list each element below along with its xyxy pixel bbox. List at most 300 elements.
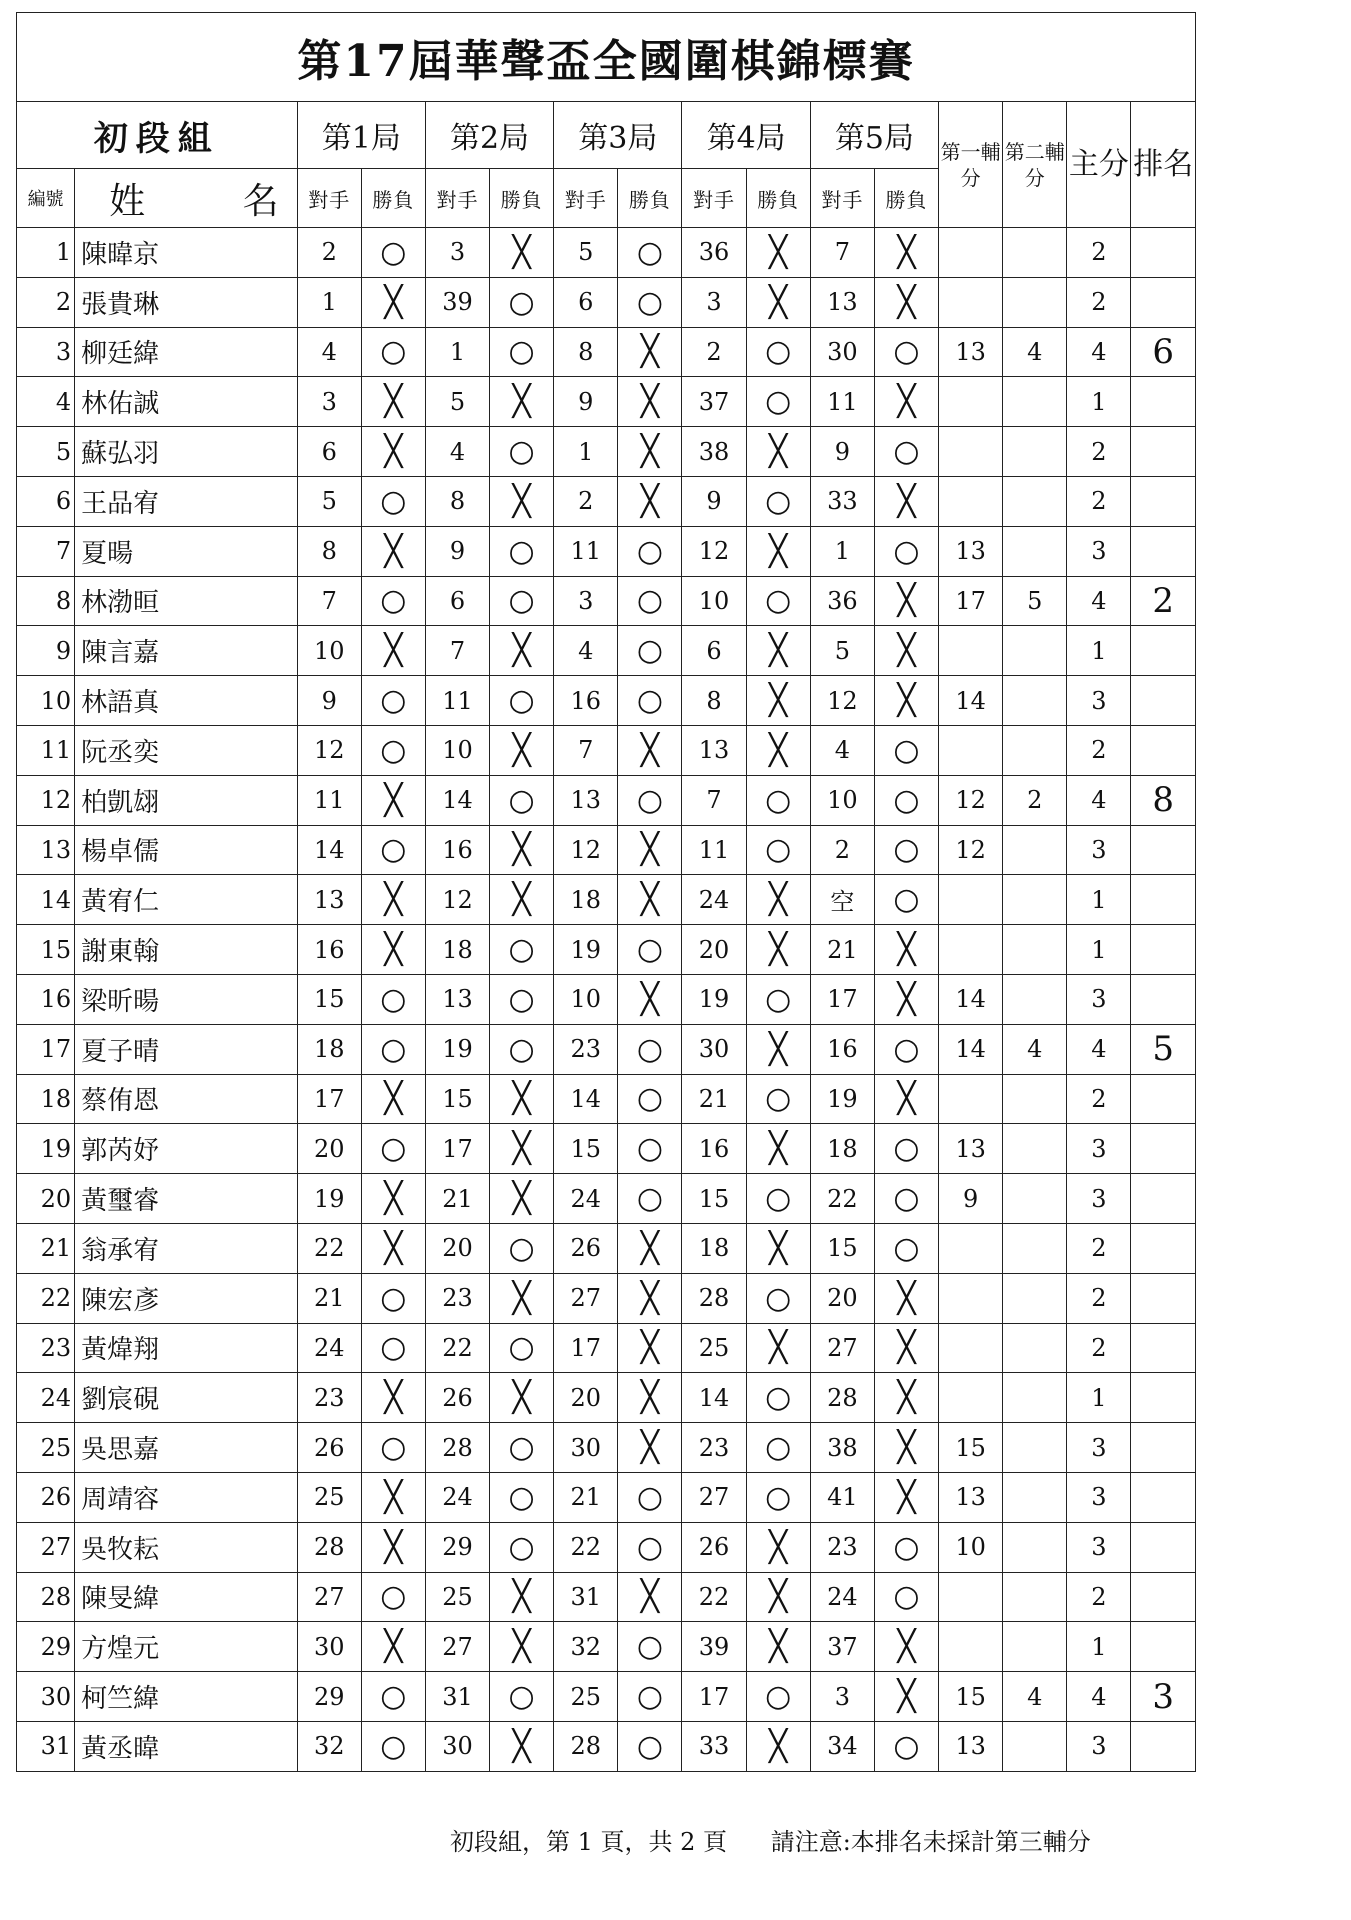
main-score-cell: 1	[1067, 377, 1131, 427]
main-score-cell: 3	[1067, 1423, 1131, 1473]
opponent-cell: 37	[682, 377, 746, 427]
result-cell: ○	[618, 1672, 682, 1722]
aux1-cell	[939, 875, 1003, 925]
opponent-cell: 37	[810, 1622, 874, 1672]
opponent-cell: 36	[810, 576, 874, 626]
main-score-cell: 2	[1067, 277, 1131, 327]
result-cell: ╳	[490, 476, 554, 526]
rank-cell: 2	[1131, 576, 1196, 626]
result-cell: ○	[361, 1273, 425, 1323]
result-cell: ○	[361, 1672, 425, 1722]
player-name: 梁昕暘	[75, 974, 298, 1024]
standings-table	[16, 12, 1196, 1772]
opponent-cell: 空	[810, 875, 874, 925]
table-row	[17, 1124, 1196, 1174]
player-number: 8	[17, 576, 75, 626]
opponent-cell: 25	[425, 1572, 489, 1622]
opponent-cell: 7	[425, 626, 489, 676]
result-cell: ╳	[490, 1174, 554, 1224]
result-cell: ╳	[361, 1174, 425, 1224]
result-cell: ╳	[361, 277, 425, 327]
opponent-cell: 13	[554, 775, 618, 825]
rank-cell: 6	[1131, 327, 1196, 377]
opponent-cell: 38	[810, 1423, 874, 1473]
result-cell: ○	[874, 825, 938, 875]
opponent-cell: 9	[810, 427, 874, 477]
player-number: 30	[17, 1672, 75, 1722]
opponent-cell: 29	[297, 1672, 361, 1722]
player-name: 夏暘	[75, 526, 298, 576]
result-cell: ○	[618, 1124, 682, 1174]
player-number: 15	[17, 925, 75, 975]
player-name: 周靖容	[75, 1472, 298, 1522]
result-cell: ╳	[746, 228, 810, 278]
opponent-cell: 4	[554, 626, 618, 676]
opponent-cell: 8	[682, 676, 746, 726]
result-cell: ○	[490, 1024, 554, 1074]
result-cell: ○	[874, 427, 938, 477]
opponent-cell: 18	[297, 1024, 361, 1074]
opponent-cell: 17	[810, 974, 874, 1024]
player-name: 柳廷緯	[75, 327, 298, 377]
rank-cell	[1131, 1124, 1196, 1174]
aux1-cell: 13	[939, 1124, 1003, 1174]
main-score-cell: 1	[1067, 626, 1131, 676]
opponent-cell: 30	[682, 1024, 746, 1074]
rank-cell: 5	[1131, 1024, 1196, 1074]
main-score-cell: 2	[1067, 427, 1131, 477]
result-cell: ╳	[618, 1273, 682, 1323]
opponent-cell: 39	[425, 277, 489, 327]
result-cell: ╳	[618, 1572, 682, 1622]
opponent-cell: 16	[425, 825, 489, 875]
result-cell: ╳	[361, 925, 425, 975]
opponent-cell: 23	[425, 1273, 489, 1323]
result-cell: ○	[746, 1373, 810, 1423]
result-cell: ╳	[746, 1024, 810, 1074]
page-title: 第17屆華聲盃全國圍棋錦標賽	[17, 13, 1196, 102]
result-cell: ╳	[361, 775, 425, 825]
result-cell: ○	[490, 576, 554, 626]
result-cell: ○	[361, 228, 425, 278]
rank-cell	[1131, 875, 1196, 925]
player-name: 蔡侑恩	[75, 1074, 298, 1124]
opponent-cell: 11	[810, 377, 874, 427]
player-name: 陳暐京	[75, 228, 298, 278]
opponent-cell: 30	[810, 327, 874, 377]
result-cell: ╳	[746, 875, 810, 925]
table-row	[17, 1024, 1196, 1074]
aux2-cell	[1003, 1522, 1067, 1572]
player-number: 21	[17, 1223, 75, 1273]
result-cell: ╳	[618, 476, 682, 526]
opponent-cell: 26	[554, 1223, 618, 1273]
result-cell: ╳	[618, 1223, 682, 1273]
result-cell: ╳	[361, 1074, 425, 1124]
table-row	[17, 1672, 1196, 1722]
table-row	[17, 427, 1196, 477]
opponent-cell: 8	[425, 476, 489, 526]
result-cell: ○	[490, 1323, 554, 1373]
player-name: 方煌元	[75, 1622, 298, 1672]
result-cell: ○	[361, 327, 425, 377]
opponent-cell: 15	[810, 1223, 874, 1273]
table-row	[17, 1174, 1196, 1224]
aux1-cell: 9	[939, 1174, 1003, 1224]
result-cell: ○	[746, 1174, 810, 1224]
result-cell: ○	[618, 1522, 682, 1572]
opponent-cell: 2	[810, 825, 874, 875]
rank-cell: 8	[1131, 775, 1196, 825]
opponent-cell: 1	[554, 427, 618, 477]
result-cell: ╳	[746, 1124, 810, 1174]
opponent-cell: 22	[554, 1522, 618, 1572]
opponent-cell: 15	[554, 1124, 618, 1174]
player-name: 郭芮妤	[75, 1124, 298, 1174]
player-name: 劉宸硯	[75, 1373, 298, 1423]
opponent-cell: 12	[682, 526, 746, 576]
opponent-cell: 9	[425, 526, 489, 576]
aux1-cell: 15	[939, 1672, 1003, 1722]
opponent-cell: 20	[810, 1273, 874, 1323]
aux2-cell	[1003, 526, 1067, 576]
main-score-header: 主分	[1067, 102, 1131, 228]
result-cell: ○	[874, 1174, 938, 1224]
round-2-header: 第2局	[425, 102, 553, 169]
player-name: 張貴琳	[75, 277, 298, 327]
opponent-cell: 9	[554, 377, 618, 427]
main-score-cell: 3	[1067, 676, 1131, 726]
main-score-cell: 1	[1067, 875, 1131, 925]
opponent-cell: 6	[297, 427, 361, 477]
rank-cell	[1131, 1522, 1196, 1572]
name-header	[75, 169, 298, 228]
opponent-cell: 5	[810, 626, 874, 676]
opponent-cell: 12	[810, 676, 874, 726]
result-cell: ○	[490, 526, 554, 576]
opponent-cell: 9	[297, 676, 361, 726]
result-cell: ○	[618, 676, 682, 726]
result-cell: ╳	[490, 725, 554, 775]
result-cell: ╳	[618, 825, 682, 875]
aux2-cell	[1003, 974, 1067, 1024]
result-cell: ╳	[361, 1373, 425, 1423]
opponent-cell: 28	[682, 1273, 746, 1323]
player-number: 17	[17, 1024, 75, 1074]
opponent-cell: 28	[810, 1373, 874, 1423]
rank-header: 排名	[1131, 102, 1196, 228]
result-cell: ╳	[618, 974, 682, 1024]
opponent-cell: 20	[682, 925, 746, 975]
opponent-cell: 11	[682, 825, 746, 875]
player-name: 陳宏彥	[75, 1273, 298, 1323]
result-cell: ○	[874, 1572, 938, 1622]
opponent-cell: 1	[297, 277, 361, 327]
player-name: 蘇弘羽	[75, 427, 298, 477]
result-cell: ╳	[490, 1622, 554, 1672]
opponent-cell: 11	[297, 775, 361, 825]
result-cell: ╳	[874, 1273, 938, 1323]
rank-cell	[1131, 228, 1196, 278]
opponent-cell: 16	[682, 1124, 746, 1174]
table-row	[17, 1323, 1196, 1373]
aux2-cell	[1003, 875, 1067, 925]
opponent-cell: 20	[554, 1373, 618, 1423]
opponent-cell: 34	[810, 1721, 874, 1771]
opponent-cell: 24	[682, 875, 746, 925]
opponent-cell: 41	[810, 1472, 874, 1522]
table-row	[17, 1223, 1196, 1273]
opponent-cell: 12	[425, 875, 489, 925]
result-cell: ○	[490, 1423, 554, 1473]
opponent-cell: 3	[682, 277, 746, 327]
aux1-cell	[939, 1323, 1003, 1373]
result-cell: ○	[361, 725, 425, 775]
opponent-cell: 19	[554, 925, 618, 975]
result-cell: ○	[618, 775, 682, 825]
opponent-cell: 15	[297, 974, 361, 1024]
rank-cell	[1131, 277, 1196, 327]
result-header: 勝負	[874, 169, 938, 228]
aux2-cell: 4	[1003, 327, 1067, 377]
result-cell: ╳	[618, 1373, 682, 1423]
aux1-cell: 13	[939, 1721, 1003, 1771]
main-score-cell: 1	[1067, 1373, 1131, 1423]
opponent-cell: 19	[297, 1174, 361, 1224]
result-cell: ╳	[874, 1472, 938, 1522]
opponent-cell: 33	[682, 1721, 746, 1771]
opponent-cell: 3	[297, 377, 361, 427]
result-cell: ○	[874, 775, 938, 825]
result-cell: ╳	[618, 377, 682, 427]
player-number: 24	[17, 1373, 75, 1423]
aux2-cell	[1003, 228, 1067, 278]
result-cell: ○	[874, 1024, 938, 1074]
result-cell: ╳	[490, 1273, 554, 1323]
main-score-cell: 3	[1067, 1522, 1131, 1572]
result-cell: ○	[874, 1124, 938, 1174]
table-row	[17, 576, 1196, 626]
opponent-cell: 28	[297, 1522, 361, 1572]
result-cell: ○	[874, 327, 938, 377]
result-cell: ○	[490, 775, 554, 825]
opponent-cell: 14	[554, 1074, 618, 1124]
opponent-cell: 5	[297, 476, 361, 526]
rank-cell	[1131, 1174, 1196, 1224]
aux2-cell	[1003, 427, 1067, 477]
player-number: 19	[17, 1124, 75, 1174]
result-cell: ╳	[618, 725, 682, 775]
result-header: 勝負	[361, 169, 425, 228]
table-row	[17, 1522, 1196, 1572]
opponent-cell: 23	[297, 1373, 361, 1423]
opponent-cell: 3	[425, 228, 489, 278]
table-row	[17, 1373, 1196, 1423]
result-cell: ╳	[874, 476, 938, 526]
rank-cell	[1131, 476, 1196, 526]
table-row	[17, 277, 1196, 327]
result-cell: ╳	[874, 1323, 938, 1373]
rank-cell	[1131, 1223, 1196, 1273]
result-cell: ╳	[361, 1472, 425, 1522]
result-cell: ○	[618, 1622, 682, 1672]
result-header: 勝負	[746, 169, 810, 228]
opponent-cell: 33	[810, 476, 874, 526]
opponent-cell: 19	[810, 1074, 874, 1124]
group-label: 初段組	[17, 102, 298, 169]
aux1-cell	[939, 277, 1003, 327]
ranking-note: 請注意:本排名未採計第三輔分	[770, 1828, 1091, 1856]
opponent-cell: 27	[425, 1622, 489, 1672]
main-score-cell: 3	[1067, 526, 1131, 576]
opponent-cell: 10	[682, 576, 746, 626]
opponent-cell: 16	[810, 1024, 874, 1074]
aux2-cell	[1003, 1223, 1067, 1273]
result-cell: ○	[361, 1124, 425, 1174]
opponent-header: 對手	[554, 169, 618, 228]
main-score-cell: 4	[1067, 775, 1131, 825]
aux2-cell: 4	[1003, 1024, 1067, 1074]
player-number: 3	[17, 327, 75, 377]
table-row	[17, 377, 1196, 427]
rank-cell	[1131, 925, 1196, 975]
rank-cell	[1131, 377, 1196, 427]
result-cell: ○	[618, 1074, 682, 1124]
result-cell: ╳	[874, 1423, 938, 1473]
opponent-cell: 7	[810, 228, 874, 278]
table-row	[17, 1074, 1196, 1124]
opponent-cell: 19	[682, 974, 746, 1024]
opponent-cell: 30	[425, 1721, 489, 1771]
player-name: 黃煒翔	[75, 1323, 298, 1373]
result-cell: ○	[874, 526, 938, 576]
aux1-cell: 14	[939, 676, 1003, 726]
table-row	[17, 1423, 1196, 1473]
opponent-cell: 31	[425, 1672, 489, 1722]
aux1-cell	[939, 1223, 1003, 1273]
aux1-cell: 10	[939, 1522, 1003, 1572]
opponent-cell: 24	[297, 1323, 361, 1373]
aux1-cell: 14	[939, 974, 1003, 1024]
result-cell: ╳	[874, 1373, 938, 1423]
result-cell: ○	[746, 825, 810, 875]
result-cell: ╳	[618, 327, 682, 377]
aux2-cell	[1003, 925, 1067, 975]
result-cell: ○	[618, 1024, 682, 1074]
opponent-cell: 19	[425, 1024, 489, 1074]
aux2-cell	[1003, 476, 1067, 526]
rank-cell	[1131, 427, 1196, 477]
aux2-cell	[1003, 377, 1067, 427]
main-score-cell: 3	[1067, 1472, 1131, 1522]
aux1-cell	[939, 377, 1003, 427]
opponent-cell: 2	[682, 327, 746, 377]
aux2-cell: 4	[1003, 1672, 1067, 1722]
player-number: 26	[17, 1472, 75, 1522]
opponent-cell: 18	[554, 875, 618, 925]
result-cell: ○	[490, 1672, 554, 1722]
opponent-cell: 24	[425, 1472, 489, 1522]
result-cell: ○	[490, 925, 554, 975]
aux1-cell	[939, 725, 1003, 775]
result-header: 勝負	[618, 169, 682, 228]
main-score-cell: 2	[1067, 476, 1131, 526]
player-name: 翁承宥	[75, 1223, 298, 1273]
opponent-cell: 2	[554, 476, 618, 526]
aux2-cell	[1003, 1273, 1067, 1323]
player-number: 29	[17, 1622, 75, 1672]
opponent-cell: 27	[297, 1572, 361, 1622]
result-cell: ╳	[361, 427, 425, 477]
result-cell: ○	[874, 1223, 938, 1273]
main-score-cell: 2	[1067, 1074, 1131, 1124]
opponent-cell: 32	[554, 1622, 618, 1672]
player-name: 夏子晴	[75, 1024, 298, 1074]
result-cell: ○	[618, 1472, 682, 1522]
result-cell: ╳	[361, 1622, 425, 1672]
result-cell: ╳	[361, 1522, 425, 1572]
result-cell: ○	[490, 277, 554, 327]
table-row	[17, 925, 1196, 975]
result-cell: ○	[490, 427, 554, 477]
opponent-cell: 13	[810, 277, 874, 327]
result-cell: ╳	[490, 1074, 554, 1124]
result-cell: ╳	[874, 228, 938, 278]
aux1-cell	[939, 1074, 1003, 1124]
result-cell: ○	[490, 327, 554, 377]
result-cell: ○	[490, 676, 554, 726]
result-cell: ╳	[746, 1223, 810, 1273]
player-number: 14	[17, 875, 75, 925]
table-row	[17, 974, 1196, 1024]
opponent-cell: 16	[297, 925, 361, 975]
page-footer	[450, 1822, 1091, 1857]
opponent-cell: 27	[810, 1323, 874, 1373]
result-cell: ╳	[874, 1074, 938, 1124]
aux1-cell: 13	[939, 526, 1003, 576]
table-row	[17, 775, 1196, 825]
table-row	[17, 228, 1196, 278]
opponent-cell: 3	[810, 1672, 874, 1722]
rank-cell	[1131, 725, 1196, 775]
opponent-cell: 8	[554, 327, 618, 377]
result-cell: ○	[618, 228, 682, 278]
result-cell: ╳	[746, 1721, 810, 1771]
round-4-header: 第4局	[682, 102, 810, 169]
opponent-cell: 21	[554, 1472, 618, 1522]
number-header: 編號	[17, 169, 75, 228]
result-cell: ╳	[746, 676, 810, 726]
aux2-cell	[1003, 1622, 1067, 1672]
player-name: 林佑誠	[75, 377, 298, 427]
rank-cell	[1131, 1472, 1196, 1522]
player-number: 18	[17, 1074, 75, 1124]
opponent-cell: 29	[425, 1522, 489, 1572]
main-score-cell: 3	[1067, 1174, 1131, 1224]
opponent-cell: 4	[810, 725, 874, 775]
result-cell: ○	[746, 377, 810, 427]
player-number: 5	[17, 427, 75, 477]
player-name: 黃丞暐	[75, 1721, 298, 1771]
result-cell: ╳	[746, 526, 810, 576]
aux1-cell	[939, 626, 1003, 676]
result-cell: ○	[746, 1074, 810, 1124]
result-cell: ○	[618, 1174, 682, 1224]
player-number: 25	[17, 1423, 75, 1473]
result-cell: ╳	[490, 1721, 554, 1771]
opponent-cell: 11	[554, 526, 618, 576]
result-cell: ╳	[874, 925, 938, 975]
